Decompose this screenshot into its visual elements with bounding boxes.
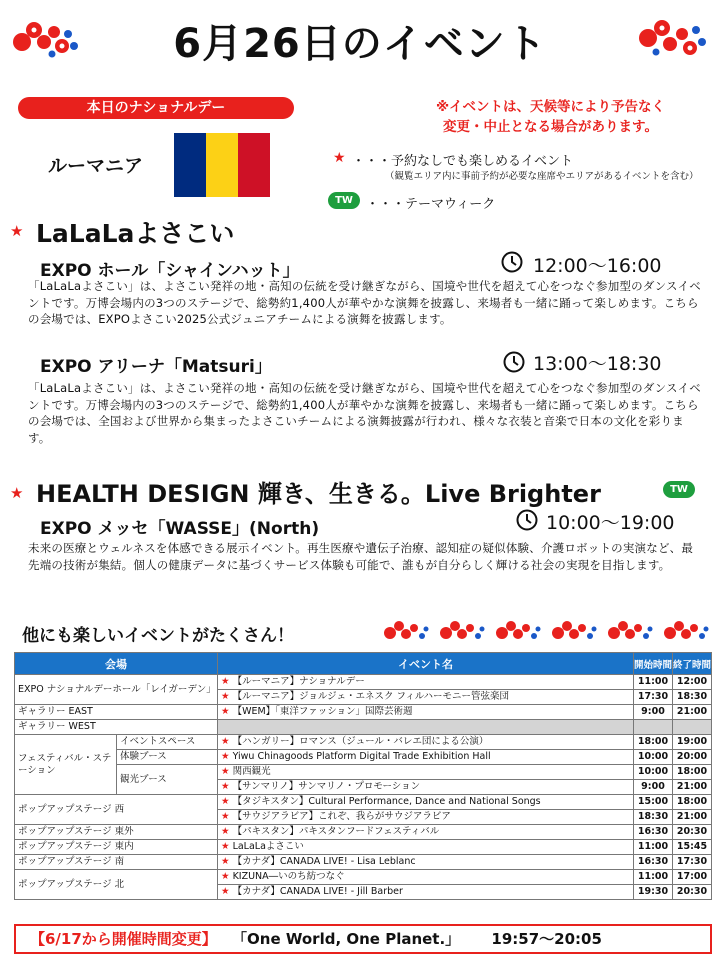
venue-cell: ポップアップステージ 南 — [15, 855, 218, 870]
subvenue-cell: イベントスペース — [117, 735, 218, 750]
expo-logo-icon — [636, 16, 708, 60]
event-time: 13:00〜18:30 — [533, 353, 662, 375]
event-venue: EXPO メッセ「WASSE」(North) — [40, 519, 320, 539]
flag-stripe-red — [238, 133, 270, 197]
table-row — [15, 675, 712, 690]
event-cell: ★ Yiwu Chinagoods Platform Digital Trade Exhibition Hall — [218, 750, 634, 765]
table-row — [15, 750, 712, 765]
table-row — [15, 705, 712, 720]
event-cell: ★ 【ルーマニア】ジョルジェ・エネスク フィルハーモニー管弦楽団 — [218, 690, 634, 705]
venue-cell: ポップアップステージ 東外 — [15, 825, 218, 840]
time-change-label: 【6/17から開催時間変更】 — [30, 930, 217, 948]
event-title: LaLaLaよさこい — [36, 219, 235, 248]
star-icon: ★ — [221, 871, 230, 882]
star-icon: ★ — [221, 886, 230, 897]
event-cell: ★ 関西観光 — [218, 765, 634, 780]
event-description: 「LaLaLaよさこい」は、よさこい発祥の地・高知の伝統を受け継ぎながら、国境や世代を超えて心をつなぐ参加型のダンスイベントです。万博会場内の3つのステージで、総勢約1,400人が華やかな演舞を披露し、来場者も一緒に踊って楽しめます。こちらの会場では、全国および世界から集まったよさこいチームによる演舞披露が行われ、様々な衣装と音楽で日本の文化を彩ります。 — [28, 381, 701, 445]
start-cell: 9:00 — [634, 705, 673, 720]
start-cell: 19:30 — [634, 885, 673, 900]
table-row — [15, 720, 712, 735]
event-cell-empty — [218, 720, 634, 735]
legend-star-subtext: （観覧エリア内に事前予約が必要な座席やエリアがあるイベントを含む） — [385, 171, 699, 182]
table-row — [15, 825, 712, 840]
star-icon: ★ — [221, 736, 230, 747]
event-cell: ★ KIZUNA―いのち紡つなぐ — [218, 870, 634, 885]
star-icon: ★ — [221, 856, 230, 867]
romania-flag — [174, 133, 270, 197]
end-cell: 17:30 — [673, 855, 712, 870]
event-cell: ★ 【ハンガリー】ロマンス（ジュール・バレエ団による公演） — [218, 735, 634, 750]
flag-stripe-yellow — [206, 133, 238, 197]
time-change-notice — [14, 924, 712, 954]
star-icon: ★ — [221, 841, 230, 852]
end-cell: 20:30 — [673, 825, 712, 840]
notice-line-1: ※イベントは、天候等により予告なく — [435, 99, 666, 115]
star-icon: ★ — [221, 691, 230, 702]
header-start: 開始時間 — [634, 653, 673, 675]
end-cell-empty — [673, 720, 712, 735]
venue-cell: ポップアップステージ 西 — [15, 795, 218, 825]
event-cell: ★ 【タジキスタン】Cultural Performance, Dance and National Songs — [218, 795, 634, 810]
notice-line-2: 変更・中止となる場合があります。 — [443, 119, 658, 135]
clock-icon — [503, 351, 525, 373]
table-row — [15, 765, 712, 780]
start-cell: 15:00 — [634, 795, 673, 810]
subvenue-cell: 体験ブース — [117, 750, 218, 765]
star-icon: ★ — [221, 766, 230, 777]
end-cell: 12:00 — [673, 675, 712, 690]
end-cell: 20:30 — [673, 885, 712, 900]
national-day-country: ルーマニア — [48, 155, 144, 177]
more-events-heading: 他にも楽しいイベントがたくさん！ — [22, 626, 294, 646]
time-change-time: 19:57〜20:05 — [491, 930, 602, 948]
tw-badge: TW — [663, 481, 695, 498]
event-cell: ★ 【カナダ】CANADA LIVE! - Lisa Leblanc — [218, 855, 634, 870]
event-cell: ★ 【ルーマニア】ナショナルデー — [218, 675, 634, 690]
start-cell: 17:30 — [634, 690, 673, 705]
event-cell: ★ LaLaLaよさこい — [218, 840, 634, 855]
page-title: 6月26日のイベント — [173, 21, 547, 67]
clock-icon — [516, 509, 538, 531]
star-icon: ★ — [333, 150, 346, 166]
start-cell: 11:00 — [634, 840, 673, 855]
event-cell: ★ 【カナダ】CANADA LIVE! - Jill Barber — [218, 885, 634, 900]
subvenue-cell: 観光ブース — [117, 765, 218, 795]
table-header — [15, 653, 712, 675]
end-cell: 15:45 — [673, 840, 712, 855]
star-icon: ★ — [10, 484, 24, 502]
tw-badge: TW — [328, 192, 360, 209]
start-cell: 11:00 — [634, 675, 673, 690]
event-time: 10:00〜19:00 — [546, 512, 675, 534]
expo-logo-icon — [10, 16, 82, 60]
venue-cell: フェスティバル・ステーション — [15, 735, 117, 795]
star-icon: ★ — [221, 811, 230, 822]
end-cell: 17:00 — [673, 870, 712, 885]
star-icon: ★ — [221, 706, 230, 717]
start-cell: 11:00 — [634, 870, 673, 885]
header-event: イベント名 — [218, 653, 634, 675]
events-table — [14, 652, 712, 900]
event-cell: ★ 【パキスタン】パキスタンフードフェスティバル — [218, 825, 634, 840]
end-cell: 20:00 — [673, 750, 712, 765]
header-end: 終了時間 — [673, 653, 712, 675]
legend-tw-text: ・・・テーマウィーク — [366, 197, 496, 212]
venue-cell: ギャラリー EAST — [15, 705, 218, 720]
end-cell: 18:30 — [673, 690, 712, 705]
table-row — [15, 795, 712, 810]
event-cell: ★ 【サウジアラビア】これぞ、我らがサウジアラビア — [218, 810, 634, 825]
end-cell: 21:00 — [673, 780, 712, 795]
end-cell: 18:00 — [673, 795, 712, 810]
notice — [388, 97, 713, 137]
start-cell: 16:30 — [634, 855, 673, 870]
table-row — [15, 870, 712, 885]
venue-cell: ポップアップステージ 北 — [15, 870, 218, 900]
star-icon: ★ — [221, 826, 230, 837]
venue-cell: ギャラリー WEST — [15, 720, 218, 735]
star-icon: ★ — [221, 781, 230, 792]
event-cell: ★ 【WEM】「東洋ファッション」国際芸術週 — [218, 705, 634, 720]
end-cell: 21:00 — [673, 705, 712, 720]
table-row — [15, 855, 712, 870]
table-row — [15, 735, 712, 750]
event-time: 12:00〜16:00 — [533, 255, 662, 277]
start-cell: 10:00 — [634, 765, 673, 780]
star-icon: ★ — [10, 222, 24, 240]
flag-stripe-blue — [174, 133, 206, 197]
expo-logo-row-icon — [380, 616, 710, 646]
venue-cell: ポップアップステージ 東内 — [15, 840, 218, 855]
clock-icon — [501, 251, 523, 273]
start-cell: 9:00 — [634, 780, 673, 795]
event-title: HEALTH DESIGN 輝き、生きる。Live Brighter — [36, 480, 601, 508]
start-cell: 18:30 — [634, 810, 673, 825]
legend-star-text: ・・・予約なしでも楽しめるイベント — [352, 154, 574, 169]
national-day-label: 本日のナショナルデー — [18, 97, 294, 119]
start-cell: 16:30 — [634, 825, 673, 840]
star-icon: ★ — [221, 796, 230, 807]
event-description: 「LaLaLaよさこい」は、よさこい発祥の地・高知の伝統を受け継ぎながら、国境や世代を超えて心をつなぐ参加型のダンスイベントです。万博会場内の3つのステージで、総勢約1,400人が華やかな演舞を披露し、来場者も一緒に踊って楽しめます。こちらの会場では、EXPOよさこい2025公式ジュニアチームによる演舞を披露します。 — [28, 279, 701, 326]
start-cell-empty — [634, 720, 673, 735]
time-change-event: 「One World, One Planet.」 — [232, 930, 461, 948]
star-icon: ★ — [221, 676, 230, 687]
end-cell: 21:00 — [673, 810, 712, 825]
start-cell: 18:00 — [634, 735, 673, 750]
star-icon: ★ — [221, 751, 230, 762]
table-row — [15, 840, 712, 855]
venue-cell: EXPO ナショナルデーホール「レイガーデン」 — [15, 675, 218, 705]
end-cell: 19:00 — [673, 735, 712, 750]
end-cell: 18:00 — [673, 765, 712, 780]
event-cell: ★ 【サンマリノ】サンマリノ・プロモーション — [218, 780, 634, 795]
start-cell: 10:00 — [634, 750, 673, 765]
event-venue: EXPO ホール「シャインハット」 — [40, 261, 300, 281]
event-venue: EXPO アリーナ「Matsuri」 — [40, 357, 272, 377]
event-description: 未来の医療とウェルネスを体感できる展示イベント。再生医療や遺伝子治療、認知症の疑似体験、介護ロボットの実演など、最先端の技術が集結。個人の健康データに基づくサービス体験も可能で、誰もが自分らしく輝ける社会の実現を目指します。 — [28, 541, 694, 572]
header-venue: 会場 — [15, 653, 218, 675]
